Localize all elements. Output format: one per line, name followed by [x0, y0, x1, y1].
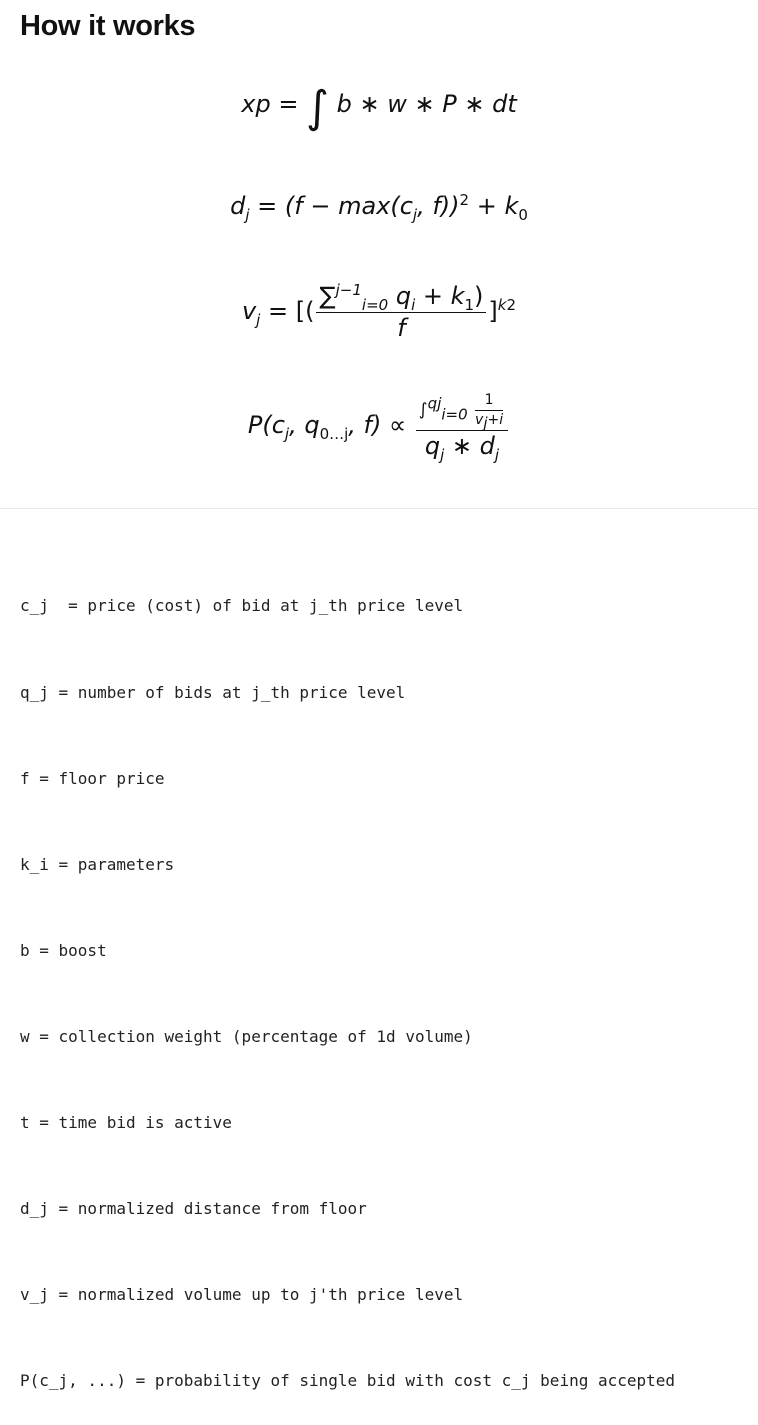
legend-item: k_i = parameters [20, 854, 175, 874]
formula-dj-equals: = [257, 192, 278, 220]
formula-p-inner-fraction [475, 392, 504, 432]
integral-upper-bound-sub: j [437, 394, 442, 413]
sum-upper-bound: j−1 [335, 281, 362, 299]
formula-p-lhs-mid: , q [289, 411, 320, 439]
formula-dj-rhs-sub: j [412, 205, 418, 224]
formula-xp [0, 82, 758, 133]
legend-item: q_j = number of bids at j_th price level [20, 682, 406, 702]
legend-item: f = floor price [20, 768, 165, 788]
formula-p-lhs-qsub: 0…j [319, 424, 349, 443]
formula-dj-k-sub: 0 [518, 205, 528, 224]
formula-vj-var: v [241, 297, 257, 325]
formula-vj-sub: j [256, 310, 261, 329]
integral-lower-bound: i=0 [441, 405, 468, 424]
formula-vj-equals: = [( [267, 297, 315, 325]
formula-block [0, 0, 758, 510]
inner-den-sub: j [483, 413, 488, 432]
formula-dj-exponent: 2 [459, 191, 470, 209]
formula-xp-lhs: xp [241, 90, 271, 118]
formula-dj-sub: j [245, 205, 250, 224]
formula-p [0, 392, 758, 464]
integral-symbol: ∫ [418, 400, 428, 420]
formula-dj-rhs-pre: (f − max(c [284, 192, 413, 220]
integral-symbol: ∫ [306, 82, 330, 133]
formula-vj-plus-k: + k [415, 282, 465, 310]
den-q: q [424, 432, 441, 460]
inner-denominator [475, 411, 504, 432]
sum-lower-bound: i=0 [361, 295, 389, 314]
formula-vj-numerator [316, 282, 486, 313]
formula-vj [0, 282, 758, 342]
formula-vj-fraction [316, 282, 486, 342]
formula-p-lhs-end: , f) [348, 411, 382, 439]
proportional-symbol: ∝ [389, 411, 407, 439]
formula-p-fraction [416, 392, 508, 464]
formula-p-denominator [416, 431, 508, 464]
page-title: How it works [20, 10, 196, 42]
formula-xp-rhs: b ∗ w ∗ P ∗ dt [336, 90, 517, 118]
sum-symbol: ∑ [319, 282, 336, 310]
formula-vj-k-sub: 1 [464, 295, 475, 314]
legend-item: w = collection weight (percentage of 1d volume) [20, 1026, 473, 1046]
formula-p-lhs-sub: j [284, 424, 290, 443]
formula-vj-q: q [388, 282, 412, 310]
inner-den-plus: +i [487, 412, 504, 428]
legend-item: t = time bid is active [20, 1112, 232, 1132]
formula-vj-q-sub: i [411, 295, 416, 314]
formula-vj-close-paren: ) [474, 282, 484, 310]
legend-item: P(c_j, ...) = probability of single bid with cost c_j being accepted [20, 1371, 676, 1391]
legend-item: b = boost [20, 940, 107, 960]
section-divider [0, 508, 758, 509]
den-d: ∗ d [444, 432, 495, 460]
formula-vj-denominator: f [397, 314, 406, 342]
formula-xp-equals: = [278, 90, 299, 118]
formula-vj-exponent: k [497, 296, 507, 314]
variable-legend [20, 535, 675, 1425]
formula-dj-rhs-mid: , f)) [417, 192, 460, 220]
formula-dj-var: d [230, 192, 246, 220]
legend-item: c_j = price (cost) of bid at j_th price level [20, 596, 464, 616]
inner-numerator: 1 [475, 392, 503, 411]
den-d-sub: j [494, 445, 500, 464]
legend-item: v_j = normalized volume up to j'th price level [20, 1285, 464, 1305]
formula-dj [0, 191, 758, 224]
inner-den-v: v [475, 412, 484, 428]
den-q-sub: j [440, 445, 445, 464]
formula-p-numerator [416, 392, 508, 431]
integral-upper-bound: q [427, 394, 438, 413]
formula-dj-plus-k: + k [469, 192, 519, 220]
formula-vj-close-bracket: ] [488, 297, 498, 325]
formula-p-lhs: P(c [247, 411, 285, 439]
legend-item: d_j = normalized distance from floor [20, 1199, 367, 1219]
formula-vj-exponent-sub: 2 [506, 296, 517, 314]
